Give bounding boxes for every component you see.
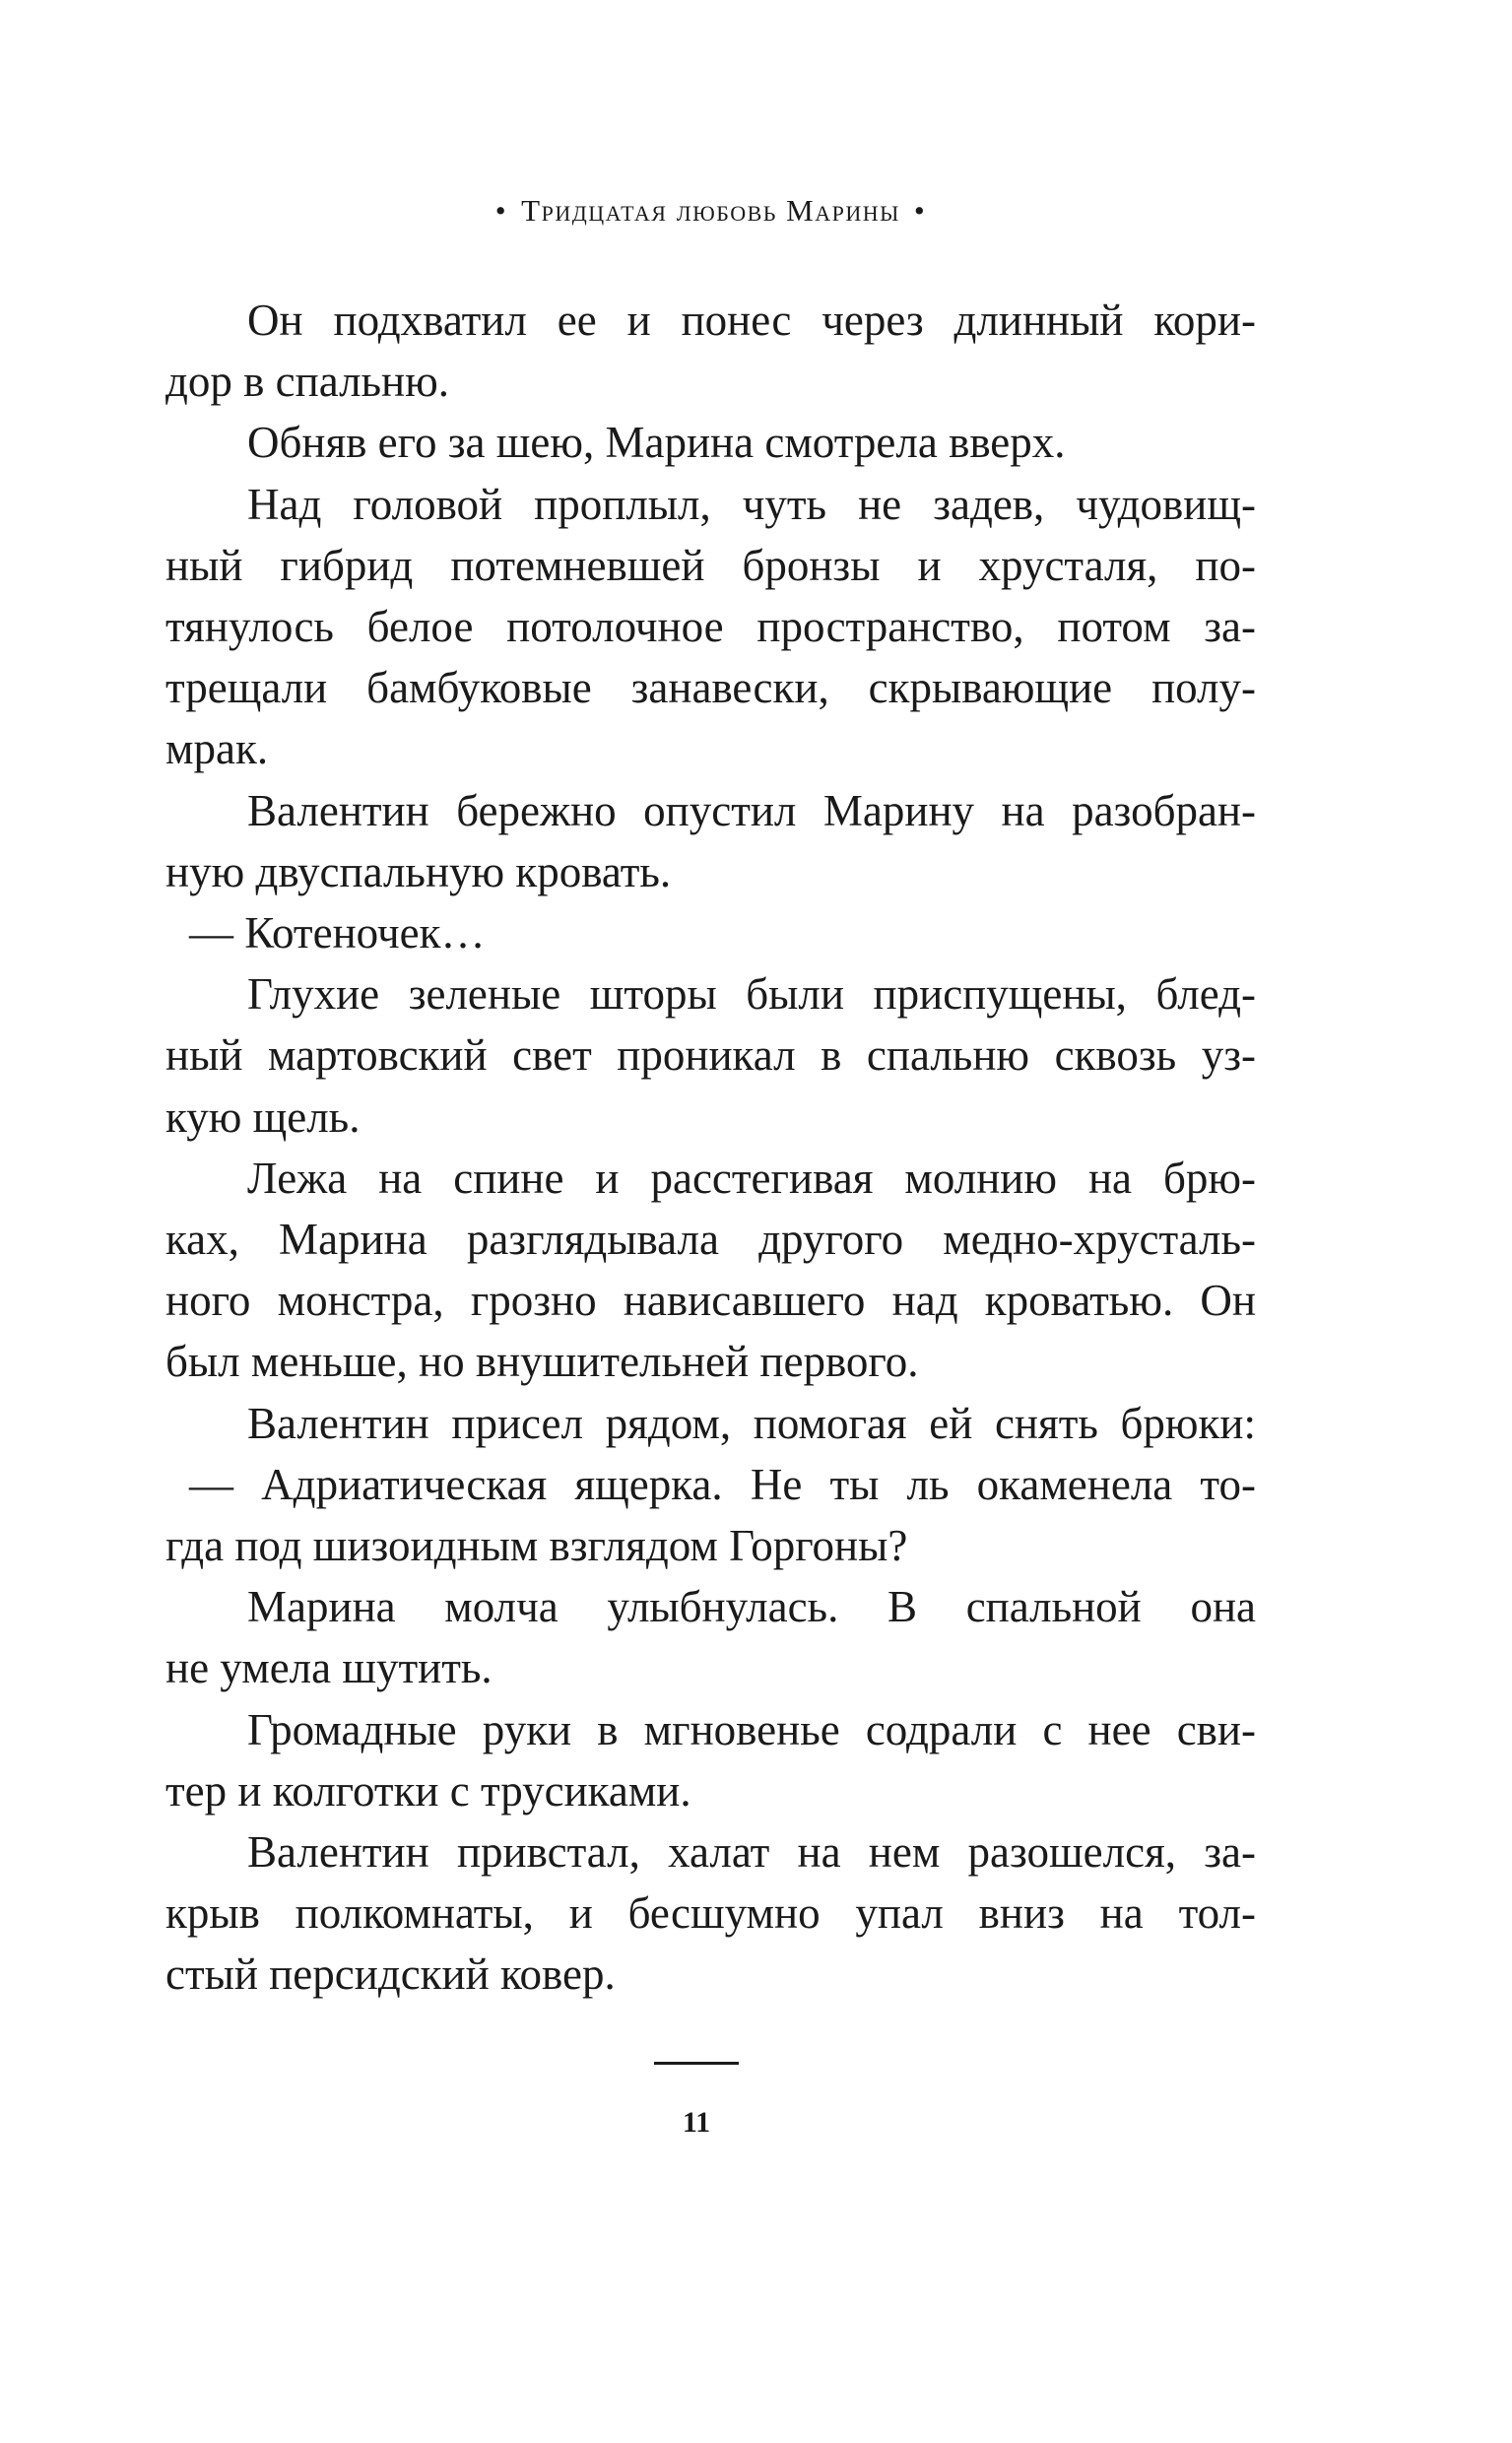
running-header-title: Тридцатая любовь Марины: [521, 193, 900, 228]
bullet-left: •: [494, 193, 508, 228]
text-line: Валентин бережно опустил Марину на разобран-: [247, 785, 1256, 835]
text-line: ках, Марина разглядывала другого медно-хрусталь-: [165, 1215, 1256, 1265]
text-line: не умела шутить.: [165, 1643, 493, 1693]
text-line: Глухие зеленые шторы были приспущены, блед-: [247, 969, 1256, 1020]
text-line: мрак.: [165, 724, 269, 774]
text-line: Валентин присел рядом, помогая ей снять брюки:: [247, 1398, 1256, 1448]
text-line: тер и колготки с трусиками.: [165, 1765, 691, 1816]
text-line: кую щель.: [165, 1091, 361, 1142]
body-text: [165, 290, 1256, 2006]
footer-rule: [654, 2062, 739, 2065]
text-line: был меньше, но внушительней первого.: [165, 1337, 919, 1387]
text-line: Валентин привстал, халат на нем разошелся, за-: [247, 1827, 1256, 1878]
text-line: ный гибрид потемневшей бронзы и хрусталя, по-: [165, 540, 1256, 590]
text-line: трещали бамбуковые занавески, скрывающие полу-: [165, 663, 1256, 713]
text-line: Над головой проплыл, чуть не задев, чудовищ-: [247, 479, 1256, 529]
text-line: ного монстра, грозно нависавшего над кроватью. Он: [165, 1276, 1256, 1326]
text-line: крыв полкомнаты, и бесшумно упал вниз на тол-: [165, 1888, 1256, 1939]
text-line: Он подхватил ее и понес через длинный кори-: [247, 296, 1256, 345]
text-line: Марина молча улыбнулась. В спальной она: [247, 1582, 1256, 1632]
text-line: ный мартовский свет проникал в спальню сквозь уз-: [165, 1030, 1256, 1081]
text-line: стый персидский ковер.: [165, 1949, 616, 2000]
text-line: Обняв его за шею, Марина смотрела вверх.: [247, 418, 1066, 468]
page-number: 11: [682, 2106, 711, 2139]
running-header: [165, 193, 1256, 229]
text-line: дор в спальню.: [165, 357, 449, 407]
text-line: Лежа на спине и расстегивая молнию на брю-: [247, 1153, 1256, 1203]
text-line: ную двуспальную кровать.: [165, 846, 672, 896]
text-line: гда под шизоидным взглядом Горгоны?: [165, 1521, 908, 1571]
text-line: тянулось белое потолочное пространство, потом за-: [165, 602, 1256, 652]
text-line: Громадные руки в мгновенье содрали с нее сви-: [247, 1704, 1256, 1754]
dialogue-line: — Адриатическая ящерка. Не ты ль окаменела то-: [189, 1459, 1256, 1509]
dialogue-line: — Котеночек…: [189, 908, 486, 958]
bullet-right: •: [913, 193, 927, 228]
